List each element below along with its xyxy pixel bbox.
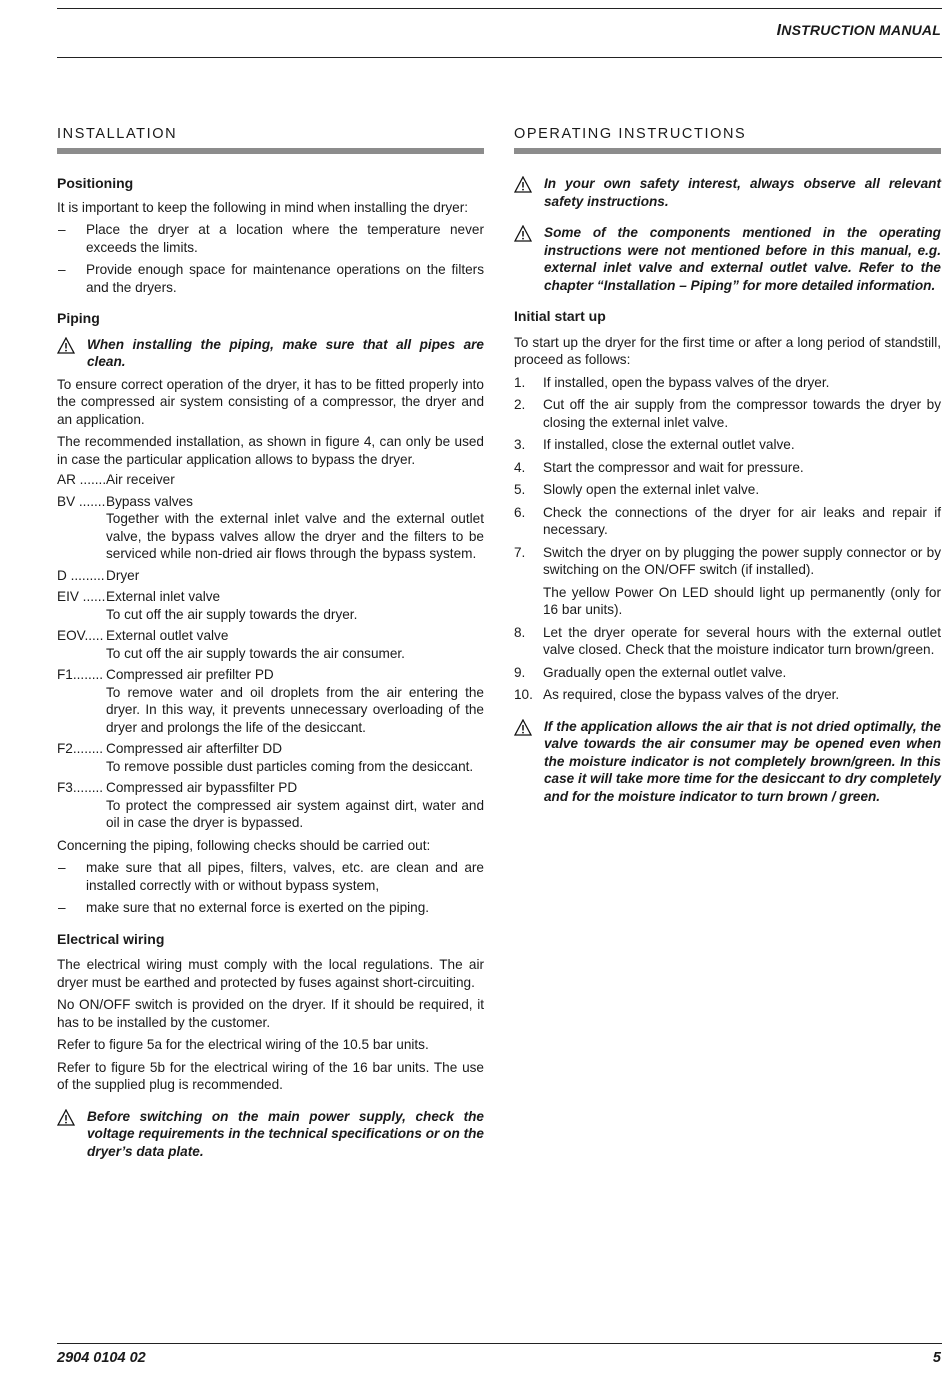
step-item: 3. If installed, close the external outlet valve.: [514, 437, 795, 452]
step-item: 7. Switch the dryer on by plugging the power supply connector or by switching on the ON/OFF switch (if installed). The yellow Power On LED should light up permanently (only for 16 bar units).: [514, 544, 941, 617]
electrical-para: Refer to figure 5b for the electrical wiring of the 16 bar units. The use of the supplied plug is recommended.: [57, 1059, 484, 1092]
installation-column: [57, 126, 484, 1160]
warning-icon: [514, 176, 532, 193]
step-item: 6. Check the connections of the dryer for air leaks and repair if necessary.: [514, 504, 941, 537]
electrical-warning: Before switching on the main power supply, check the voltage requirements in the technical specifications or on the dryer’s data plate.: [57, 1108, 484, 1161]
header-rule-top: [57, 8, 942, 9]
checks-intro: Concerning the piping, following checks should be carried out:: [57, 837, 431, 853]
safety-warning: In your own safety interest, always observe all relevant safety instructions.: [514, 175, 941, 210]
piping-heading: Piping: [57, 310, 100, 326]
step-item: 1. If installed, open the bypass valves of the dryer.: [514, 374, 830, 390]
piping-warning: When installing the piping, make sure that all pipes are clean.: [57, 336, 484, 371]
document-number: 2904 0104 02: [57, 1350, 146, 1366]
moisture-warning: If the application allows the air that is not dried optimally, the valve towards the air consumer may be opened even when the moisture indicator is not completely brown/green. In this case it will take more time for the desiccant to dry completely and for the moisture indicator to turn brown / green.: [514, 718, 941, 806]
legend-item-eov: EOV..... External outlet valve To cut off the air supply towards the air consumer.: [57, 628, 405, 661]
step-item: 10. As required, close the bypass valves of the dryer.: [514, 687, 840, 702]
legend-item-f3: F3........ Compressed air bypassfilter PD To protect the compressed air system against dirt, water and oil in case the dryer is bypassed.: [57, 780, 484, 830]
step-item: 5. Slowly open the external inlet valve.: [514, 482, 760, 497]
header-rule-bottom: [57, 57, 942, 58]
step-item: 4. Start the compressor and wait for pressure.: [514, 459, 804, 475]
legend-item-d: D ......... Dryer: [57, 567, 140, 583]
components-warning: Some of the components mentioned in the operating instructions were not mentioned before in this manual, e.g. external inlet valve and external outlet valve. Refer to the chapter “Installation – Piping” for more detailed information.: [514, 224, 941, 294]
positioning-bullet: – Place the dryer at a location where the temperature never exceeds the limits.: [58, 222, 484, 255]
warning-icon: [514, 719, 532, 736]
step-item: 8. Let the dryer operate for several hours with the external outlet valve closed. Check that the moisture indicator turn brown/green.: [514, 624, 941, 657]
warning-icon: [57, 337, 75, 354]
piping-para: To ensure correct operation of the dryer, it has to be fitted properly into the compressed air system consisting of a compressor, the dryer and an application.: [57, 376, 484, 427]
startup-intro: To start up the dryer for the first time or after a long period of standstill, proceed as follows:: [514, 334, 941, 367]
startup-heading: Initial start up: [514, 308, 606, 324]
page-number: 5: [932, 1350, 941, 1366]
operating-column: [514, 126, 941, 805]
electrical-para: The electrical wiring must comply with the local regulations. The air dryer must be earthed and protected by fuses against short-circuiting.: [57, 957, 484, 990]
legend-item-eiv: EIV ...... External inlet valve To cut off the air supply towards the dryer.: [57, 589, 358, 622]
warning-icon: [514, 225, 532, 242]
check-item: – make sure that no external force is exerted on the piping.: [58, 900, 430, 915]
legend-item-f2: F2........ Compressed air afterfilter DD To remove possible dust particles coming from the desiccant.: [57, 741, 474, 774]
electrical-para: No ON/OFF switch is provided on the dryer. If it should be required, it has to be installed by the customer.: [57, 997, 484, 1030]
header-title: INSTRUCTION MANUAL: [776, 22, 941, 39]
electrical-para: Refer to figure 5a for the electrical wiring of the 10.5 bar units.: [57, 1037, 429, 1052]
step-item: 2. Cut off the air supply from the compressor towards the dryer by closing the external inlet valve.: [514, 397, 941, 430]
piping-para: The recommended installation, as shown in figure 4, can only be used in case the particular application allows to bypass the dryer.: [57, 434, 484, 467]
electrical-heading: Electrical wiring: [57, 930, 165, 947]
positioning-bullet: – Provide enough space for maintenance operations on the filters and the dryers.: [58, 262, 484, 295]
positioning-heading: Positioning: [57, 175, 134, 191]
operating-title: OPERATING INSTRUCTIONS: [514, 126, 747, 142]
step-item: 9. Gradually open the external outlet valve.: [514, 664, 787, 680]
warning-icon: [57, 1109, 75, 1126]
installation-title: INSTALLATION: [57, 126, 178, 142]
positioning-intro: It is important to keep the following in mind when installing the dryer:: [57, 199, 469, 215]
legend-item-ar: AR ....... Air receiver: [57, 472, 175, 487]
legend-item-f1: F1........ Compressed air prefilter PD To remove water and oil droplets from the air entering the dryer. In this way, it prevents unnecessary overloading of the dryer and prolongs the life of the desiccant.: [57, 667, 484, 735]
check-item: – make sure that all pipes, filters, valves, etc. are clean and are installed correctly with or without bypass system,: [58, 860, 484, 893]
legend-item-bv: BV ....... Bypass valves Together with the external inlet valve and the external outlet valve, the bypass valves allow the dryer and the filters to be serviced while non-dried air flows through the bypass system.: [57, 493, 484, 561]
footer-rule: [57, 1343, 942, 1344]
